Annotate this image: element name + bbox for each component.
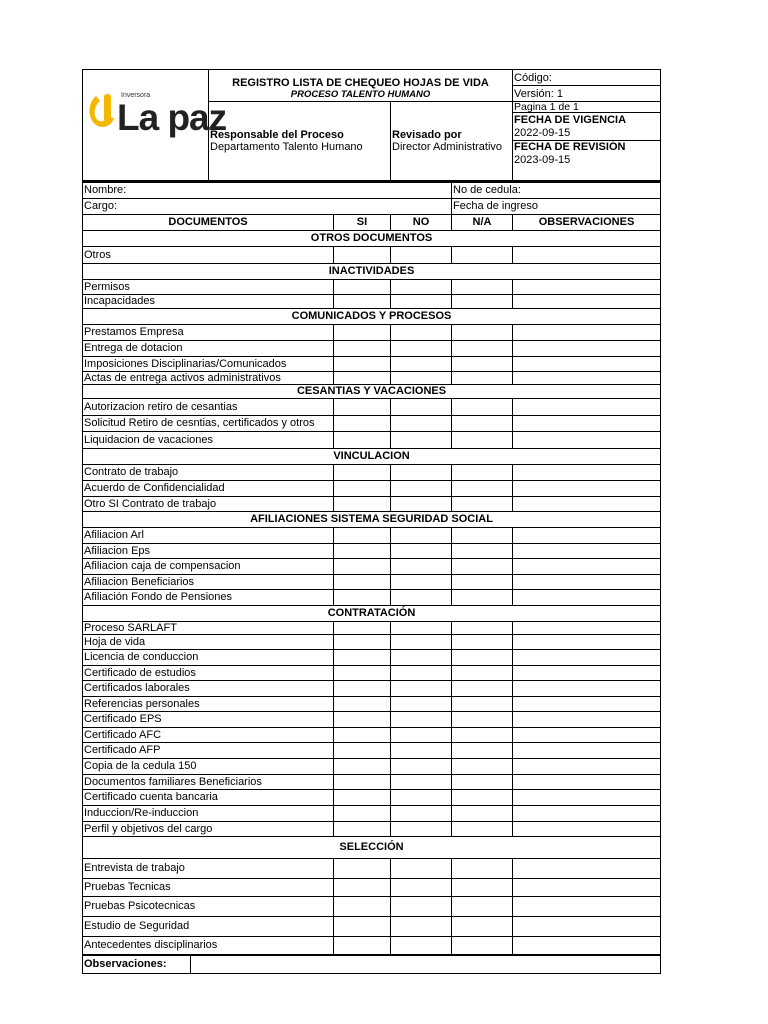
version-cell: Versión: 1 — [513, 86, 661, 102]
table-row — [83, 558, 661, 574]
table-row — [83, 742, 661, 758]
table-row — [83, 789, 661, 805]
observaciones-cell[interactable] — [513, 858, 661, 878]
na-cell[interactable] — [452, 431, 513, 448]
si-cell[interactable] — [334, 431, 391, 448]
table-row — [83, 727, 661, 742]
na-cell[interactable] — [452, 246, 513, 263]
document-label: Afiliacion Eps — [83, 543, 334, 558]
na-cell[interactable] — [452, 574, 513, 589]
no-cell[interactable] — [391, 742, 452, 758]
table-row — [83, 543, 661, 558]
document-label: Pruebas Tecnicas — [83, 878, 334, 896]
si-cell[interactable] — [334, 371, 391, 384]
pagina-cell: Pagina 1 de 1 — [513, 102, 661, 113]
observaciones-cell[interactable] — [513, 634, 661, 649]
document-label: Acuerdo de Confidencialidad — [83, 480, 334, 496]
na-cell[interactable] — [452, 665, 513, 680]
observaciones-cell[interactable] — [513, 480, 661, 496]
si-cell[interactable] — [334, 558, 391, 574]
table-row — [83, 398, 661, 415]
na-cell[interactable] — [452, 294, 513, 308]
no-cell[interactable] — [391, 574, 452, 589]
document-label: Certificado EPS — [83, 711, 334, 727]
si-cell[interactable] — [334, 398, 391, 415]
document-label: Hoja de vida — [83, 634, 334, 649]
si-cell[interactable] — [334, 279, 391, 294]
no-cell[interactable] — [391, 665, 452, 680]
si-cell[interactable] — [334, 356, 391, 371]
table-row — [83, 464, 661, 480]
table-row — [83, 431, 661, 448]
observaciones-cell[interactable] — [513, 415, 661, 431]
si-cell[interactable] — [334, 246, 391, 263]
observaciones-cell[interactable] — [513, 574, 661, 589]
na-cell[interactable] — [452, 896, 513, 916]
observaciones-cell[interactable] — [513, 431, 661, 448]
section-title: VINCULACION — [83, 448, 661, 464]
si-cell[interactable] — [334, 680, 391, 696]
si-cell[interactable] — [334, 340, 391, 356]
document-label: Actas de entrega activos administrativos — [83, 371, 334, 384]
no-cell[interactable] — [391, 279, 452, 294]
observaciones-cell[interactable] — [513, 805, 661, 821]
si-cell[interactable] — [334, 634, 391, 649]
observaciones-cell[interactable] — [513, 246, 661, 263]
si-cell[interactable] — [334, 821, 391, 836]
no-cell[interactable] — [391, 789, 452, 805]
column-header-documentos: DOCUMENTOS — [83, 214, 334, 230]
no-cell[interactable] — [391, 558, 452, 574]
na-cell[interactable] — [452, 680, 513, 696]
si-cell[interactable] — [334, 878, 391, 896]
document-label: Certificado cuenta bancaria — [83, 789, 334, 805]
observaciones-cell[interactable] — [513, 558, 661, 574]
si-cell[interactable] — [334, 294, 391, 308]
no-cell[interactable] — [391, 774, 452, 789]
no-cell[interactable] — [391, 496, 452, 511]
no-cell[interactable] — [391, 878, 452, 896]
na-cell[interactable] — [452, 758, 513, 774]
revisado-value: Director Administrativo — [392, 141, 503, 153]
no-cell[interactable] — [391, 324, 452, 340]
responsable-value: Departamento Talento Humano — [210, 141, 363, 153]
document-label: Entrevista de trabajo — [83, 858, 334, 878]
vigencia-value: 2022-09-15 — [514, 126, 571, 139]
document-label: Perfil y objetivos del cargo — [83, 821, 334, 836]
document-label: Contrato de trabajo — [83, 464, 334, 480]
no-cell[interactable] — [391, 480, 452, 496]
na-cell[interactable] — [452, 356, 513, 371]
na-cell[interactable] — [452, 821, 513, 836]
ingreso-field[interactable]: Fecha de ingreso — [452, 198, 661, 214]
si-cell[interactable] — [334, 858, 391, 878]
logo-cell — [83, 70, 227, 181]
observaciones-cell[interactable] — [513, 589, 661, 605]
si-cell[interactable] — [334, 711, 391, 727]
na-cell[interactable] — [452, 496, 513, 511]
observaciones-cell[interactable] — [513, 774, 661, 789]
document-label: Estudio de Seguridad — [83, 916, 334, 936]
observaciones-cell[interactable] — [513, 496, 661, 511]
no-cell[interactable] — [391, 727, 452, 742]
document-label: Licencia de conduccion — [83, 649, 334, 665]
observaciones-cell[interactable] — [513, 324, 661, 340]
na-cell[interactable] — [452, 464, 513, 480]
document-label: Certificado AFP — [83, 742, 334, 758]
document-subtitle: PROCESO TALENTO HUMANO — [290, 89, 431, 100]
document-label: Liquidacion de vacaciones — [83, 431, 334, 448]
checklist-sheet — [82, 69, 660, 974]
si-cell[interactable] — [334, 649, 391, 665]
na-cell[interactable] — [452, 415, 513, 431]
observaciones-cell[interactable] — [513, 356, 661, 371]
na-cell[interactable] — [452, 527, 513, 543]
document-label: Certificado de estudios — [83, 665, 334, 680]
observaciones-cell[interactable] — [513, 696, 661, 711]
si-cell[interactable] — [334, 916, 391, 936]
no-cell[interactable] — [391, 896, 452, 916]
na-cell[interactable] — [452, 558, 513, 574]
column-header-observaciones: OBSERVACIONES — [513, 214, 661, 230]
no-cell[interactable] — [391, 356, 452, 371]
responsable-label: Responsable del Proceso — [210, 129, 344, 141]
document-label: Certificado AFC — [83, 727, 334, 742]
table-row — [83, 916, 661, 936]
observaciones-cell[interactable] — [513, 789, 661, 805]
observaciones-cell[interactable] — [513, 916, 661, 936]
si-cell[interactable] — [334, 543, 391, 558]
no-cell[interactable] — [391, 340, 452, 356]
observaciones-cell[interactable] — [513, 527, 661, 543]
observaciones-cell[interactable] — [513, 621, 661, 634]
si-cell[interactable] — [334, 464, 391, 480]
table-row — [83, 774, 661, 789]
table-row — [83, 711, 661, 727]
observaciones-cell[interactable] — [513, 896, 661, 916]
table-row — [83, 279, 661, 294]
no-cell[interactable] — [391, 696, 452, 711]
na-cell[interactable] — [452, 878, 513, 896]
si-cell[interactable] — [334, 621, 391, 634]
section-title: CESANTIAS Y VACACIONES — [83, 384, 661, 398]
document-title: REGISTRO LISTA DE CHEQUEO HOJAS DE VIDA — [232, 77, 489, 89]
document-label: Incapacidades — [83, 294, 334, 308]
na-cell[interactable] — [452, 916, 513, 936]
si-cell[interactable] — [334, 415, 391, 431]
no-cell[interactable] — [391, 398, 452, 415]
table-row — [83, 527, 661, 543]
section-title: AFILIACIONES SISTEMA SEGURIDAD SOCIAL — [83, 511, 661, 527]
si-cell[interactable] — [334, 527, 391, 543]
na-cell[interactable] — [452, 543, 513, 558]
si-cell[interactable] — [334, 727, 391, 742]
si-cell[interactable] — [334, 574, 391, 589]
document-header — [82, 69, 661, 181]
na-cell[interactable] — [452, 789, 513, 805]
table-row — [83, 294, 661, 308]
no-cell[interactable] — [391, 936, 452, 954]
document-label: Afiliacion caja de compensacion — [83, 558, 334, 574]
observaciones-cell[interactable] — [513, 936, 661, 954]
observaciones-cell[interactable] — [513, 464, 661, 480]
codigo-cell: Código: — [513, 70, 661, 86]
observaciones-cell[interactable] — [513, 665, 661, 680]
document-label: Induccion/Re-induccion — [83, 805, 334, 821]
si-cell[interactable] — [334, 589, 391, 605]
document-label: Otro SI Contrato de trabajo — [83, 496, 334, 511]
table-row — [83, 936, 661, 954]
na-cell[interactable] — [452, 279, 513, 294]
no-cell[interactable] — [391, 246, 452, 263]
table-row — [83, 821, 661, 836]
na-cell[interactable] — [452, 696, 513, 711]
checklist-table — [82, 181, 661, 955]
no-cell[interactable] — [391, 371, 452, 384]
no-cell[interactable] — [391, 649, 452, 665]
document-label: Prestamos Empresa — [83, 324, 334, 340]
si-cell[interactable] — [334, 696, 391, 711]
no-cell[interactable] — [391, 589, 452, 605]
table-row — [83, 634, 661, 649]
nombre-field[interactable]: Nombre: — [83, 182, 452, 198]
no-cell[interactable] — [391, 758, 452, 774]
table-row — [83, 589, 661, 605]
observaciones-cell[interactable] — [513, 279, 661, 294]
no-cell[interactable] — [391, 294, 452, 308]
document-label: Afiliacion Beneficiarios — [83, 574, 334, 589]
no-cell[interactable] — [391, 821, 452, 836]
observaciones-cell[interactable] — [513, 371, 661, 384]
table-row — [83, 680, 661, 696]
document-label: Otros — [83, 246, 334, 263]
observaciones-cell[interactable] — [513, 821, 661, 836]
si-cell[interactable] — [334, 324, 391, 340]
section-title: CONTRATACIÓN — [83, 605, 661, 621]
document-label: Entrega de dotacion — [83, 340, 334, 356]
si-cell[interactable] — [334, 789, 391, 805]
no-cell[interactable] — [391, 805, 452, 821]
no-cell[interactable] — [391, 527, 452, 543]
observaciones-cell[interactable] — [513, 758, 661, 774]
revision-label: FECHA DE REVISIÓN — [514, 141, 626, 153]
document-label: Proceso SARLAFT — [83, 621, 334, 634]
na-cell[interactable] — [452, 727, 513, 742]
na-cell[interactable] — [452, 324, 513, 340]
table-row — [83, 324, 661, 340]
logo-swoosh-icon — [87, 88, 117, 132]
table-row — [83, 574, 661, 589]
company-logo — [87, 84, 227, 140]
logo-brand-text: La paz — [117, 97, 227, 138]
column-header-si: SI — [334, 214, 391, 230]
table-row — [83, 415, 661, 431]
na-cell[interactable] — [452, 858, 513, 878]
na-cell[interactable] — [452, 774, 513, 789]
na-cell[interactable] — [452, 634, 513, 649]
si-cell[interactable] — [334, 742, 391, 758]
na-cell[interactable] — [452, 621, 513, 634]
no-cell[interactable] — [391, 543, 452, 558]
observaciones-cell[interactable] — [513, 398, 661, 415]
na-cell[interactable] — [452, 649, 513, 665]
revisado-label: Revisado por — [392, 129, 462, 141]
column-header-no: NO — [391, 214, 452, 230]
document-label: Imposiciones Disciplinarias/Comunicados — [83, 356, 334, 371]
table-row — [83, 896, 661, 916]
document-label: Referencias personales — [83, 696, 334, 711]
na-cell[interactable] — [452, 340, 513, 356]
no-cell[interactable] — [391, 916, 452, 936]
section-title: INACTIVIDADES — [83, 263, 661, 279]
no-cell[interactable] — [391, 680, 452, 696]
table-row — [83, 878, 661, 896]
no-cell[interactable] — [391, 621, 452, 634]
document-label: Pruebas Psicotecnicas — [83, 896, 334, 916]
section-title: COMUNICADOS Y PROCESOS — [83, 308, 661, 324]
document-label: Documentos familiares Beneficiarios — [83, 774, 334, 789]
si-cell[interactable] — [334, 896, 391, 916]
table-row — [83, 805, 661, 821]
si-cell[interactable] — [334, 665, 391, 680]
observaciones-cell[interactable] — [513, 878, 661, 896]
table-row — [83, 480, 661, 496]
revision-value: 2023-09-15 — [514, 154, 571, 166]
observaciones-input[interactable] — [191, 955, 661, 973]
document-label: Certificados laborales — [83, 680, 334, 696]
logo-small-text: Inversora — [121, 92, 151, 99]
document-label: Copia de la cedula 150 — [83, 758, 334, 774]
na-cell[interactable] — [452, 742, 513, 758]
si-cell[interactable] — [334, 936, 391, 954]
document-label: Autorizacion retiro de cesantias — [83, 398, 334, 415]
na-cell[interactable] — [452, 805, 513, 821]
document-label: Solicitud Retiro de cesntias, certificados y otros — [83, 415, 334, 431]
table-row — [83, 758, 661, 774]
table-row — [83, 696, 661, 711]
observaciones-cell[interactable] — [513, 649, 661, 665]
si-cell[interactable] — [334, 774, 391, 789]
document-label: Permisos — [83, 279, 334, 294]
table-row — [83, 621, 661, 634]
document-label: Afiliación Fondo de Pensiones — [83, 589, 334, 605]
observaciones-cell[interactable] — [513, 742, 661, 758]
no-cell[interactable] — [391, 711, 452, 727]
table-row — [83, 371, 661, 384]
observaciones-cell[interactable] — [513, 294, 661, 308]
na-cell[interactable] — [452, 398, 513, 415]
cargo-field[interactable]: Cargo: — [83, 198, 452, 214]
observaciones-cell[interactable] — [513, 543, 661, 558]
observaciones-cell[interactable] — [513, 727, 661, 742]
na-cell[interactable] — [452, 589, 513, 605]
section-title: SELECCIÓN — [83, 836, 661, 858]
na-cell[interactable] — [452, 711, 513, 727]
document-label: Antecedentes disciplinarios — [83, 936, 334, 954]
vigencia-label: FECHA DE VIGENCIA — [514, 113, 627, 126]
na-cell[interactable] — [452, 480, 513, 496]
na-cell[interactable] — [452, 371, 513, 384]
si-cell[interactable] — [334, 480, 391, 496]
observaciones-cell[interactable] — [513, 340, 661, 356]
observaciones-label: Observaciones: — [83, 955, 191, 973]
no-cell[interactable] — [391, 634, 452, 649]
si-cell[interactable] — [334, 496, 391, 511]
na-cell[interactable] — [452, 936, 513, 954]
cedula-field[interactable]: No de cedula: — [452, 182, 661, 198]
observaciones-cell[interactable] — [513, 680, 661, 696]
observaciones-cell[interactable] — [513, 711, 661, 727]
table-row — [83, 340, 661, 356]
no-cell[interactable] — [391, 431, 452, 448]
document-label: Afiliacion Arl — [83, 527, 334, 543]
section-title: OTROS DOCUMENTOS — [83, 230, 661, 246]
table-row — [83, 246, 661, 263]
observaciones-footer — [82, 955, 661, 974]
si-cell[interactable] — [334, 805, 391, 821]
column-header-na: N/A — [452, 214, 513, 230]
no-cell[interactable] — [391, 464, 452, 480]
no-cell[interactable] — [391, 858, 452, 878]
table-row — [83, 356, 661, 371]
no-cell[interactable] — [391, 415, 452, 431]
table-row — [83, 496, 661, 511]
table-row — [83, 858, 661, 878]
table-row — [83, 665, 661, 680]
si-cell[interactable] — [334, 758, 391, 774]
table-row — [83, 649, 661, 665]
